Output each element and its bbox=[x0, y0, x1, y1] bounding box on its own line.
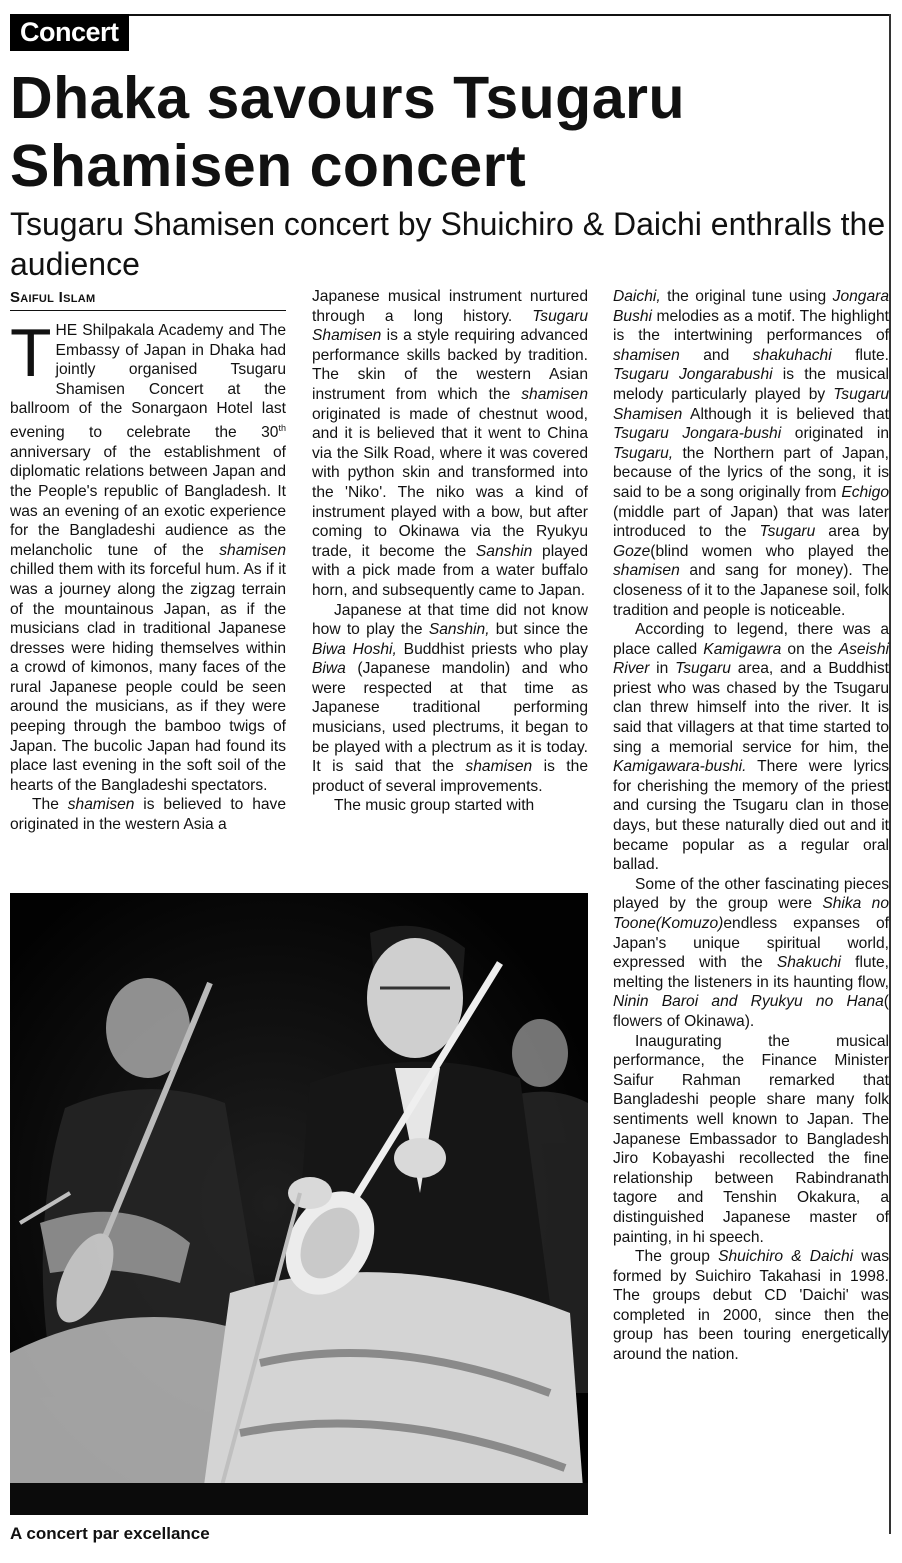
text: but since the bbox=[489, 621, 588, 639]
text: was formed by Suichiro Takahasi in 1998. The groups debut CD 'Daichi' was completed in 2000, since then the group has been touring energetically around the nation. bbox=[613, 1248, 889, 1364]
italic-term: Ninin Baroi and Ryukyu no Hana bbox=[613, 993, 884, 1011]
text: is the product of several improvements. bbox=[312, 758, 588, 795]
paragraph bbox=[312, 287, 588, 601]
article-column-1 bbox=[10, 315, 287, 835]
italic-term: shamisen bbox=[521, 385, 588, 403]
text: chilled them with its forceful hum. As if it was a journey along the zigzag terrain of the mountainous Japan, as if the musicians clad in traditional Japanese dresses were hiding themselves within a crowd of kimonos, many faces of the rural Japanese people could be seen around the musicians, as if they were peeping through the bamboo twigs of Japan. The bucolic Japan had found its place last evening in the soft soil of the hearts of the Bangladeshi spectators. bbox=[10, 561, 286, 794]
text: anniversary of the establishment of diplomatic relations between Japan and the People's republic of Bangladesh. It was an evening of an exotic experience for the Bangladeshi audience as the melancholic tune of the bbox=[10, 443, 286, 559]
italic-term: Echigo bbox=[841, 483, 889, 501]
italic-term: shamisen bbox=[613, 562, 680, 580]
text: played with a pick made from a water buffalo horn, and subsequently came to Japan. bbox=[312, 542, 588, 599]
text: on the bbox=[781, 640, 839, 658]
paragraph bbox=[613, 875, 889, 1032]
italic-term: Aseishi River bbox=[613, 640, 889, 678]
paragraph bbox=[613, 620, 889, 875]
text: (middle part of Japan) that was later introduced to the bbox=[613, 503, 889, 541]
text: the Northern part of Japan, because of the lyrics of the song, it is said to be a song originally from bbox=[613, 444, 889, 501]
italic-term: Shakuchi bbox=[776, 954, 842, 972]
text: There were lyrics for cherishing the memory of the priest and cursing the Tsugaru clan in those days, but these naturally died out and it became popular as a regular oral ballad. bbox=[613, 758, 889, 874]
italic-term: Biwa bbox=[312, 660, 346, 678]
paragraph: The music group started with bbox=[334, 797, 535, 815]
italic-term: Tsugaru Shamisen bbox=[613, 385, 889, 423]
italic-term: shamisen bbox=[67, 796, 135, 814]
subheadline: Tsugaru Shamisen concert by Shuichiro & Daichi enthralls the audience bbox=[10, 206, 886, 282]
italic-term: shamisen bbox=[613, 346, 680, 364]
text: Japanese at that time did not know how to play the bbox=[312, 601, 588, 639]
italic-term: Tsugaru bbox=[759, 523, 816, 541]
text: flute. bbox=[831, 346, 890, 364]
italic-term: shakuhachi bbox=[752, 346, 832, 364]
text: is the musical melody particularly played by bbox=[613, 366, 889, 403]
italic-term: Biwa Hoshi, bbox=[312, 640, 397, 658]
paragraph bbox=[10, 315, 286, 795]
text: is a style requiring advanced performance skills backed by tradition. The skin of the western Asian instrument from which the bbox=[312, 327, 588, 403]
italic-term: Sanshin, bbox=[428, 621, 490, 639]
text: The bbox=[32, 796, 68, 814]
text: originated is made of chestnut wood, and it is believed that it went to China via the Silk Road, where it was covered with python skin and transformed into the 'Niko'. The niko was a kind of instrument played with a bow, but after coming to Okinawa via the Ryukyu trade, it become the bbox=[312, 405, 588, 560]
italic-term: Jongara Bushi bbox=[613, 288, 889, 325]
text: and bbox=[679, 346, 753, 364]
italic-term: Sanshin bbox=[475, 542, 533, 560]
italic-term: shamisen bbox=[465, 758, 533, 776]
italic-term: Kamigawara-bushi. bbox=[613, 758, 747, 776]
paragraph bbox=[613, 287, 889, 620]
italic-term: Daichi, bbox=[613, 288, 661, 305]
italic-term: Kamigawra bbox=[703, 640, 782, 658]
text: area by bbox=[815, 523, 889, 541]
text: area, and a Buddhist priest who was chased by the Tsugaru clan threw himself into the river. It is said that villagers at that time started to sing a memorial service for him, the bbox=[613, 660, 889, 756]
text: is believed to have originated in the western Asia a bbox=[10, 796, 287, 834]
text: Some of the other fascinating pieces played by the group were bbox=[613, 875, 889, 913]
top-rule bbox=[124, 14, 889, 16]
article-column-2 bbox=[312, 287, 588, 816]
text: in bbox=[649, 660, 676, 678]
text: and sang for money). The closeness of it to the Japanese soil, folk tradition and people is noticeable. bbox=[613, 562, 889, 619]
italic-term: Shika no Toone(Komuzo) bbox=[613, 895, 889, 932]
text: HE Shilpakala Academy and The Embassy of Japan in Dhaka had jointly organised Tsugaru Shamisen Concert at the ballroom of the Sonargaon Hotel last evening to celebrate the 30 bbox=[10, 322, 286, 442]
byline: Saiful Islam bbox=[10, 289, 286, 311]
paragraph bbox=[613, 1247, 889, 1365]
article-column-3 bbox=[613, 287, 889, 1365]
text: melodies as a motif. The highlight is the intertwining performances of bbox=[613, 307, 889, 345]
text: (Japanese mandolin) and who were respected at that time as Japanese traditional performing musicians, used plectrums, it began to be played with a plectrum as it is today. It is said that the bbox=[312, 660, 588, 776]
italic-term: Tsugaru Jongarabushi bbox=[613, 366, 773, 384]
section-label: Concert bbox=[10, 14, 129, 51]
paragraph: Inaugurating the musical performance, the Finance Minister Saifur Rahman remarked that Bangladeshi people share many folk sentiments well known to Japan. The Japanese Embassador to Bangladesh Jiro Kobayashi recollected the fine relationship between Rabindranath tagore and Tenshin Okakura, a distinguished Japanese master of painting, in hi speech. bbox=[613, 1032, 889, 1246]
photo-caption: A concert par excellance bbox=[10, 1524, 210, 1543]
italic-term: Tsugaru Jongara-bushi bbox=[613, 425, 782, 443]
text: Buddhist priests who play bbox=[396, 640, 588, 658]
italic-term: Tsugaru Shamisen bbox=[312, 307, 588, 345]
text: Japanese musical instrument nurtured through a long history. bbox=[312, 288, 588, 325]
text: flute, melting the listeners in its haunting flow, bbox=[613, 954, 889, 991]
italic-term: Tsugaru bbox=[675, 660, 731, 678]
italic-term: Shuichiro & Daichi bbox=[718, 1248, 854, 1266]
text: The group bbox=[635, 1248, 719, 1266]
text: originated in bbox=[781, 425, 889, 443]
headline: Dhaka savours Tsugaru Shamisen concert bbox=[10, 65, 686, 199]
text: endless expanses of Japan's unique spiritual world, expressed with the bbox=[613, 915, 889, 972]
text: ( flowers of Okinawa). bbox=[613, 993, 889, 1030]
drop-cap: T bbox=[10, 315, 52, 391]
text: (blind women who played the bbox=[650, 542, 889, 560]
italic-term: Tsugaru, bbox=[613, 444, 674, 462]
text: the original tune using bbox=[660, 288, 833, 305]
text: Although it is believed that bbox=[682, 405, 889, 423]
concert-photo bbox=[10, 893, 588, 1515]
text: According to legend, there was a place called bbox=[613, 621, 889, 658]
italic-term: shamisen bbox=[219, 541, 286, 559]
paragraph bbox=[10, 795, 286, 834]
ordinal-suffix: th bbox=[278, 422, 286, 433]
italic-term: Goze bbox=[613, 542, 651, 560]
paragraph bbox=[312, 601, 588, 797]
concert-photo-illustration bbox=[10, 893, 588, 1515]
